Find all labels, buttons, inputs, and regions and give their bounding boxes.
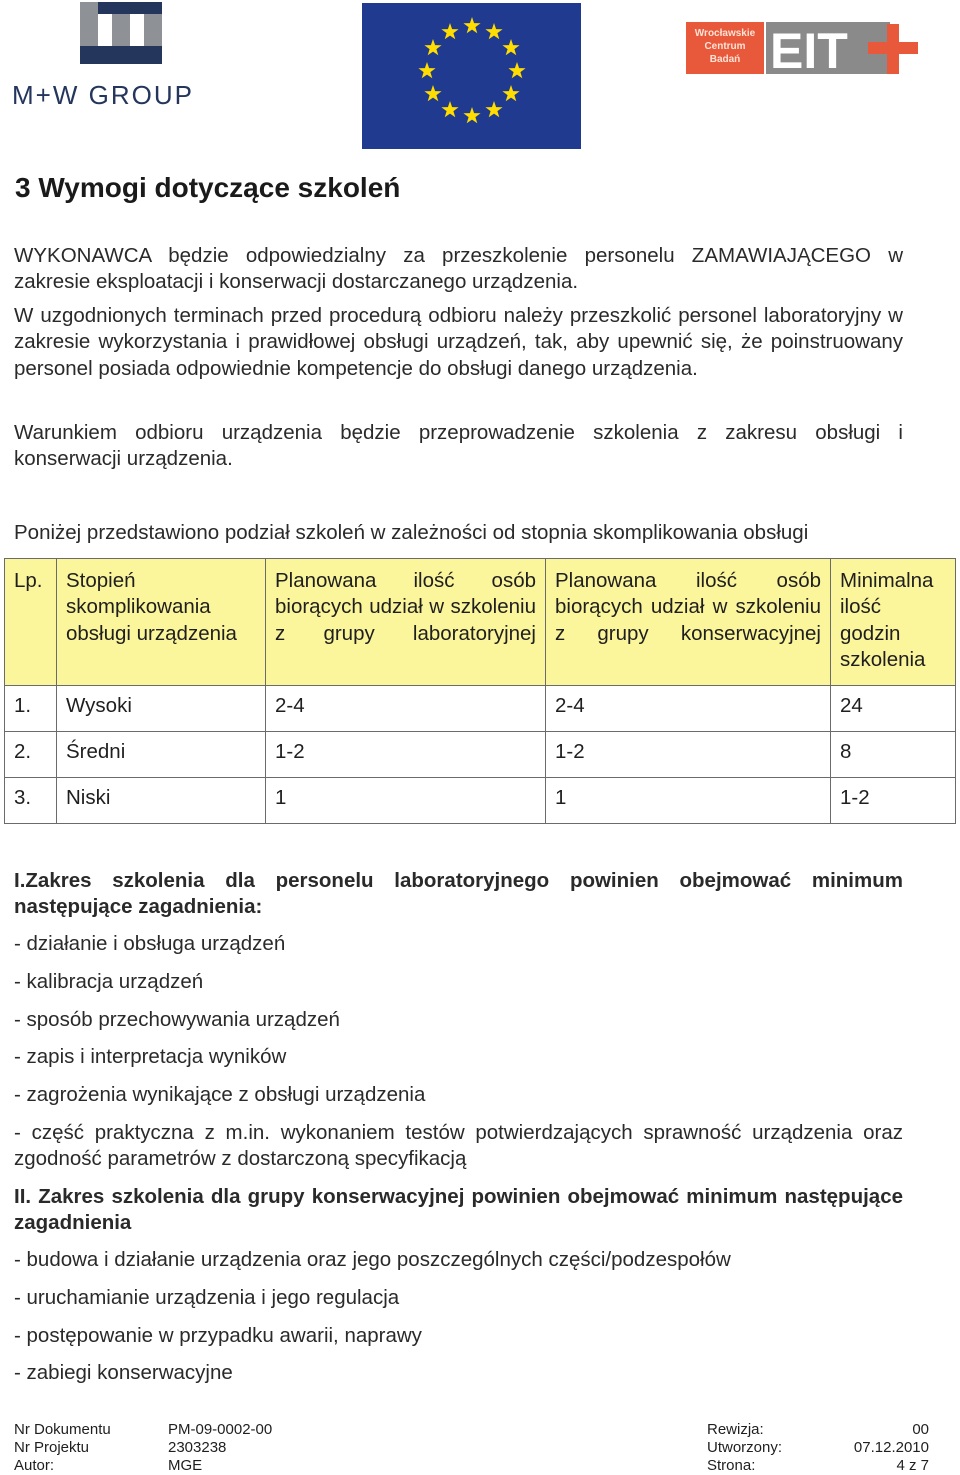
footer-project-label: Nr Projektu [14,1439,90,1456]
table-header-row [5,559,956,686]
cell-maint-count: 1-2 [546,732,831,778]
list-item: - uruchamianie urządzenia i jego regulacja [14,1286,400,1309]
lab-section-title: I.Zakres szkolenia dla personelu laboratoryjnego powinien obejmować minimum następujące zagadnienia: [14,869,903,919]
table-row [5,732,956,778]
footer-doc-label: Nr Dokumentu [14,1421,111,1438]
table-row [5,686,956,732]
eu-flag-stars [362,3,581,149]
table-intro-text: Poniżej przedstawiono podział szkoleń w zależności od stopnia skomplikowania obsługi [14,521,809,544]
eit-text-line-2: Centrum [704,41,746,52]
list-item: - postępowanie w przypadku awarii, naprawy [14,1324,422,1347]
footer-project-value: 2303238 [168,1439,227,1456]
list-item: - kalibracja urządzeń [14,970,204,993]
paragraph-acceptance-condition: Warunkiem odbioru urządzenia będzie przeprowadzenie szkolenia z zakresu obsługi i konserwacji urządzenia. [14,421,903,471]
cell-complexity: Niski [57,778,266,824]
list-item: - działanie i obsługa urządzeń [14,932,286,955]
cell-complexity: Wysoki [57,686,266,732]
paragraph-contractor-responsibility: WYKONAWCA będzie odpowiedzialny za przeszkolenie personelu ZAMAWIAJĄCEGO w zakresie eksploatacji i konserwacji dostarczanego urządzenia. [14,244,903,294]
cell-lp: 2. [5,732,57,778]
header-lab-group: Planowana ilość osób biorących udział w szkoleniu z grupy laboratoryjnej [266,559,546,686]
training-table [4,558,956,824]
list-item: - część praktyczna z m.in. wykonaniem testów potwierdzających sprawność urządzenia oraz zgodność parametrów z dostarczoną specyfikacją [14,1121,903,1171]
eu-flag-logo [362,3,581,149]
header-lp: Lp. [5,559,57,686]
header-min-hours: Minimalna ilość godzin szkolenia [831,559,956,686]
cell-lp: 1. [5,686,57,732]
mw-group-logo [12,2,217,112]
header-maint-group: Planowana ilość osób biorących udział w szkoleniu z grupy konserwacyjnej [546,559,831,686]
header-complexity: Stopień skomplikowania obsługi urządzenia [57,559,266,686]
cell-lp: 3. [5,778,57,824]
footer-author-value: MGE [168,1457,203,1474]
mw-logo-mark [80,2,162,64]
section-heading: 3 Wymogi dotyczące szkoleń [15,172,401,203]
mw-logo-wordmark: M+W GROUP [12,80,194,110]
eit-plus-logo [686,20,920,76]
cell-lab-count: 1-2 [266,732,546,778]
eit-text-line-3: Badań [709,54,741,65]
maint-section-title: II. Zakres szkolenia dla grupy konserwacyjnej powinien obejmować minimum następujące zagadnienia [14,1185,903,1235]
list-item: - sposób przechowywania urządzeń [14,1008,340,1031]
list-item: - zagrożenia wynikające z obsługi urządzenia [14,1083,426,1106]
eit-text-line-1: Wrocławskie [694,28,756,39]
footer-page-label: Strona: [707,1457,756,1474]
footer-page-value: 4 z 7 [896,1457,929,1474]
eit-brand-text: EIT [770,23,848,76]
cell-hours: 24 [831,686,956,732]
footer-doc-value: PM-09-0002-00 [168,1421,273,1438]
cell-complexity: Średni [57,732,266,778]
cell-lab-count: 1 [266,778,546,824]
paragraph-training-schedule: W uzgodnionych terminach przed procedurą odbioru należy przeszkolić personel laboratoryjny w zakresie wykorzystania i prawidłowej obsługi urządzeń, tak, aby upewnić się, że poinstruowany personel posiada odpowiednie kompetencje do obsługi danego urządzenia. [14,304,903,380]
cell-maint-count: 1 [546,778,831,824]
cell-hours: 1-2 [831,778,956,824]
footer-author-label: Autor: [14,1457,55,1474]
cell-hours: 8 [831,732,956,778]
list-item: - budowa i działanie urządzenia oraz jego poszczególnych części/podzespołów [14,1248,731,1271]
footer-revision-label: Rewizja: [707,1421,764,1438]
table-row [5,778,956,824]
cell-maint-count: 2-4 [546,686,831,732]
footer-revision-value: 00 [912,1421,929,1438]
cell-lab-count: 2-4 [266,686,546,732]
list-item: - zapis i interpretacja wyników [14,1045,287,1068]
footer-created-label: Utworzony: [707,1439,783,1456]
list-item: - zabiegi konserwacyjne [14,1361,233,1384]
footer-created-value: 07.12.2010 [853,1439,929,1456]
